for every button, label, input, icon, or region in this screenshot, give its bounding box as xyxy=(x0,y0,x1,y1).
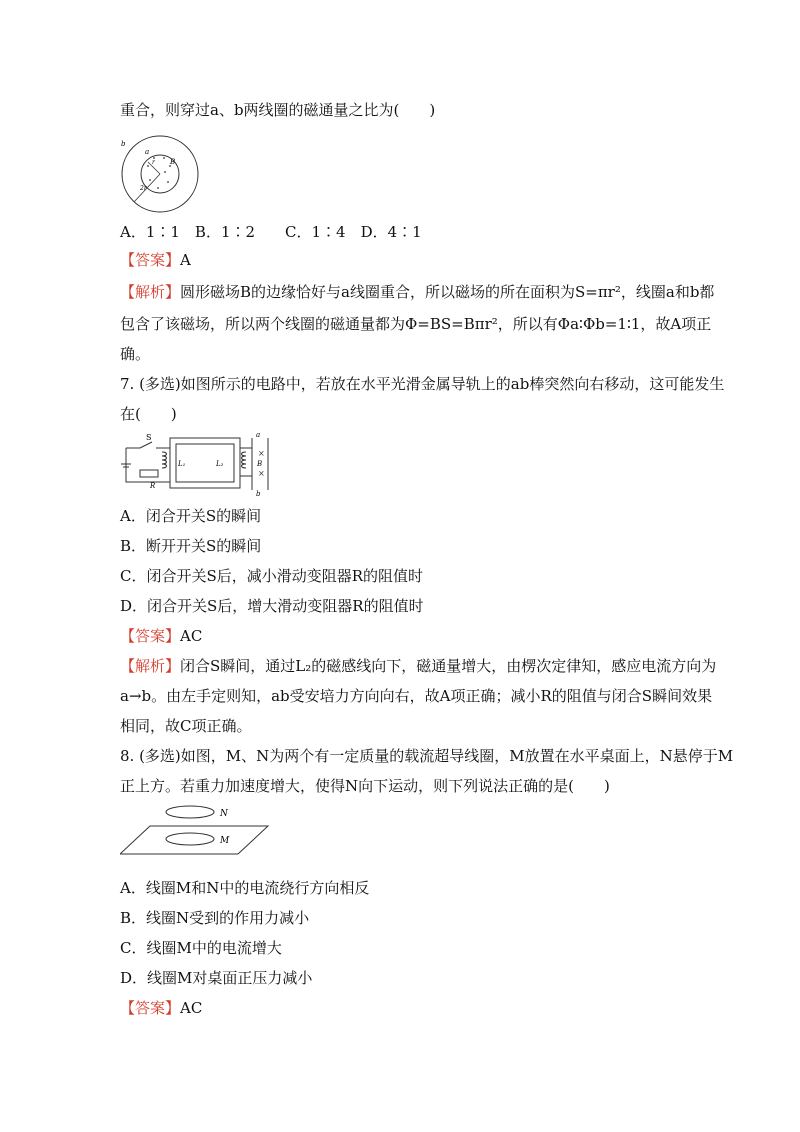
svg-text:×: × xyxy=(258,469,265,478)
answer-q8: 【答案】AC xyxy=(120,999,203,1017)
answer-tag: 【答案】 xyxy=(120,627,181,645)
label-L1: L₁ xyxy=(178,460,186,468)
figure-coils-table xyxy=(120,802,270,858)
figure-concentric-coils xyxy=(118,132,204,216)
analysis-q6-l1: 【解析】圆形磁场B的边缘恰好与a线圈重合，所以磁场的所在面积为S=πr²，线圈a和b都 xyxy=(120,283,715,301)
rheostat xyxy=(140,470,158,477)
analysis-q7-l2: a→b。由左手定则知，ab受安培力方向向右，故A项正确；减小R的阻值与闭合S瞬间效果 xyxy=(120,687,713,705)
label-b: b xyxy=(256,490,261,496)
analysis-tag: 【解析】 xyxy=(120,657,181,675)
label-a: a xyxy=(256,431,261,439)
label-R: R xyxy=(150,482,156,490)
analysis-q6-l2: 包含了该磁场，所以两个线圈的磁通量都为Φ=BS=Bπr²，所以有Φa∶Φb=1∶1，故A项正 xyxy=(120,315,712,333)
analysis-q7-l3: 相同，故C项正确。 xyxy=(120,717,252,735)
question-8-stem-cont: 正上方。若重力加速度增大，使得N向下运动，则下列说法正确的是( ) xyxy=(120,777,610,795)
question-7-stem-cont: 在( ) xyxy=(120,405,177,423)
label-b: b xyxy=(121,140,126,148)
option-7b: B．断开开关S的瞬间 xyxy=(120,537,262,555)
option-8b: B．线圈N受到的作用力减小 xyxy=(120,909,310,927)
label-B: B xyxy=(170,158,176,166)
options-q6: A．1∶1 B．1∶2 C．1∶4 D．4∶1 xyxy=(120,223,422,241)
coil-M xyxy=(166,833,214,845)
label-N: N xyxy=(220,809,228,819)
coil-N xyxy=(166,806,214,818)
analysis-tag: 【解析】 xyxy=(120,283,181,301)
label-B: B xyxy=(257,460,263,468)
option-8c: C．线圈M中的电流增大 xyxy=(120,939,282,957)
option-7c: C．闭合开关S后，减小滑动变阻器R的阻值时 xyxy=(120,567,424,585)
label-M: M xyxy=(220,836,230,846)
question-stem-cont: 重合，则穿过a、b两线圈的磁通量之比为( ) xyxy=(120,101,436,119)
label-a: a xyxy=(145,148,150,156)
figure-circuit xyxy=(118,430,274,496)
analysis-q6-l3: 确。 xyxy=(120,345,151,363)
option-8a: A．线圈M和N中的电流绕行方向相反 xyxy=(120,879,370,897)
label-2r: 2r xyxy=(140,185,147,192)
analysis-q7-l1: 【解析】闭合S瞬间，通过L₂的磁感线向下，磁通量增大，由楞次定律知，感应电流方向为 xyxy=(120,657,717,675)
question-8-stem: 8. (多选)如图，M、N为两个有一定质量的载流超导线圈，M放置在水平桌面上，N悬停于M xyxy=(120,747,734,765)
answer-q7: 【答案】AC xyxy=(120,627,203,645)
option-8d: D．线圈M对桌面正压力减小 xyxy=(120,969,313,987)
question-7-stem: 7. (多选)如图所示的电路中，若放在水平光滑金属导轨上的ab棒突然向右移动，这可能发生 xyxy=(120,375,725,393)
label-L2: L₂ xyxy=(216,460,224,468)
table-surface xyxy=(120,826,268,854)
label-r: r xyxy=(152,159,155,166)
option-7a: A．闭合开关S的瞬间 xyxy=(120,507,262,525)
label-S: S xyxy=(146,433,152,442)
answer-tag: 【答案】 xyxy=(120,999,181,1017)
svg-text:×: × xyxy=(258,449,265,458)
option-7d: D．闭合开关S后，增大滑动变阻器R的阻值时 xyxy=(120,597,424,615)
answer-tag: 【答案】 xyxy=(120,251,181,269)
answer-q6: 【答案】A xyxy=(120,251,191,269)
